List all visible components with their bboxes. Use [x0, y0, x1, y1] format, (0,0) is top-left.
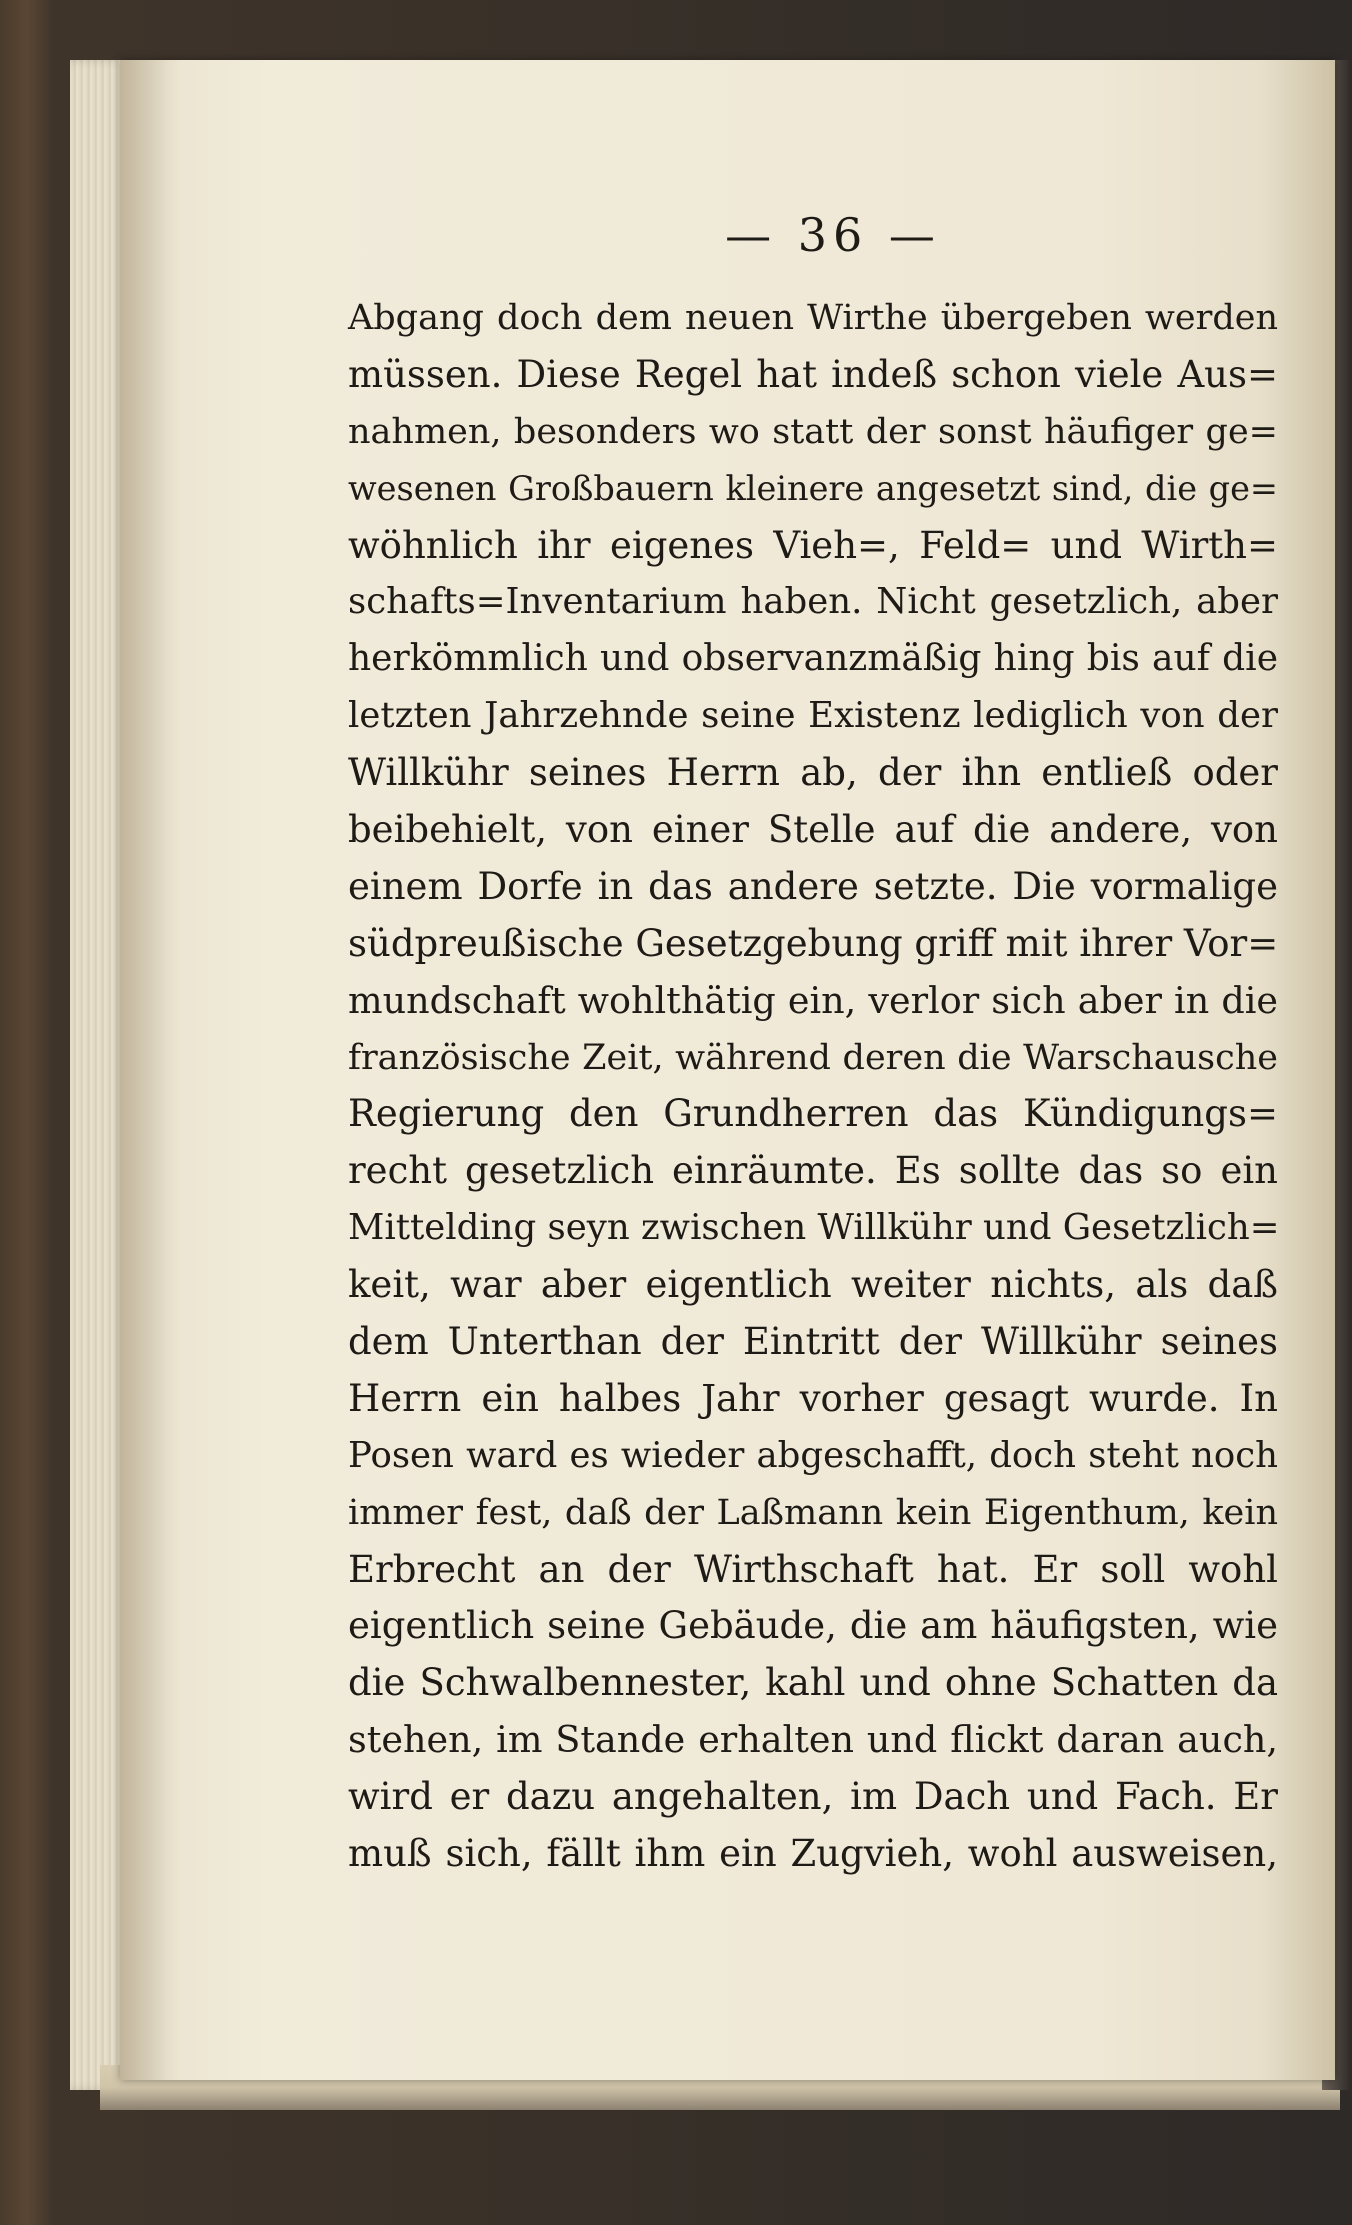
text-line: keit, war aber eigentlich weiter nichts, als daß [348, 1263, 1278, 1307]
text-line: beibehielt, von einer Stelle auf die andere, von [348, 808, 1278, 852]
text-line: Regierung den Grundherren das Kündigungs= [348, 1092, 1278, 1136]
text-line: südpreußische Gesetzgebung griff mit ihrer Vor= [348, 921, 1279, 965]
text-line: muß sich, fällt ihm ein Zugvieh, wohl ausweisen, [348, 1832, 1278, 1876]
text-line: Posen ward es wieder abgeschafft, doch steht noch [348, 1434, 1278, 1476]
text-line: schafts=Inventarium haben. Nicht gesetzlich, aber [348, 581, 1278, 623]
text-line: Erbrecht an der Wirthschaft hat. Er soll wohl [348, 1547, 1278, 1591]
text-line: nahmen, besonders wo statt der sonst häufiger ge= [348, 411, 1278, 452]
body-text [348, 290, 1278, 1883]
text-line: Mittelding seyn zwischen Willkühr und Gesetzlich= [348, 1207, 1280, 1249]
text-line: französische Zeit, während deren die Warschausche [348, 1037, 1278, 1078]
text-line: wöhnlich ihr eigenes Vieh=, Feld= und Wirth= [348, 523, 1278, 567]
page-text-block [348, 200, 1278, 1883]
text-line: mundschaft wohlthätig ein, verlor sich aber in die [348, 978, 1278, 1022]
gutter-shadow [120, 60, 180, 2080]
text-line: letzten Jahrzehnde seine Existenz lediglich von der [348, 695, 1278, 737]
text-line: Willkühr seines Herrn ab, der ihn entließ oder [348, 751, 1278, 795]
text-line: einem Dorfe in das andere setzte. Die vormalige [348, 864, 1278, 908]
text-line: Herrn ein halbes Jahr vorher gesagt wurde. In [348, 1376, 1278, 1420]
text-line: herkömmlich und observanzmäßig hing bis auf die [348, 638, 1278, 680]
text-line: recht gesetzlich einräumte. Es sollte das so ein [348, 1149, 1278, 1193]
text-line: wird er dazu angehalten, im Dach und Fach. Er [348, 1775, 1278, 1819]
text-line: eigentlich seine Gebäude, die am häufigsten, wie [348, 1604, 1278, 1648]
text-line: dem Unterthan der Eintritt der Willkühr seines [348, 1320, 1278, 1364]
text-line: die Schwalbennester, kahl und ohne Schatten da [348, 1661, 1278, 1705]
text-line: Abgang doch dem neuen Wirthe übergeben werden [348, 298, 1278, 338]
page-number-header: — 36 — [725, 208, 941, 262]
text-line: wesenen Großbauern kleinere angesetzt sind, die ge= [348, 468, 1278, 508]
text-line: immer fest, daß der Laßmann kein Eigenthum, kein [348, 1492, 1278, 1533]
text-line: müssen. Diese Regel hat indeß schon viele Aus= [348, 352, 1278, 396]
text-line: stehen, im Stande erhalten und flickt daran auch, [348, 1718, 1278, 1762]
